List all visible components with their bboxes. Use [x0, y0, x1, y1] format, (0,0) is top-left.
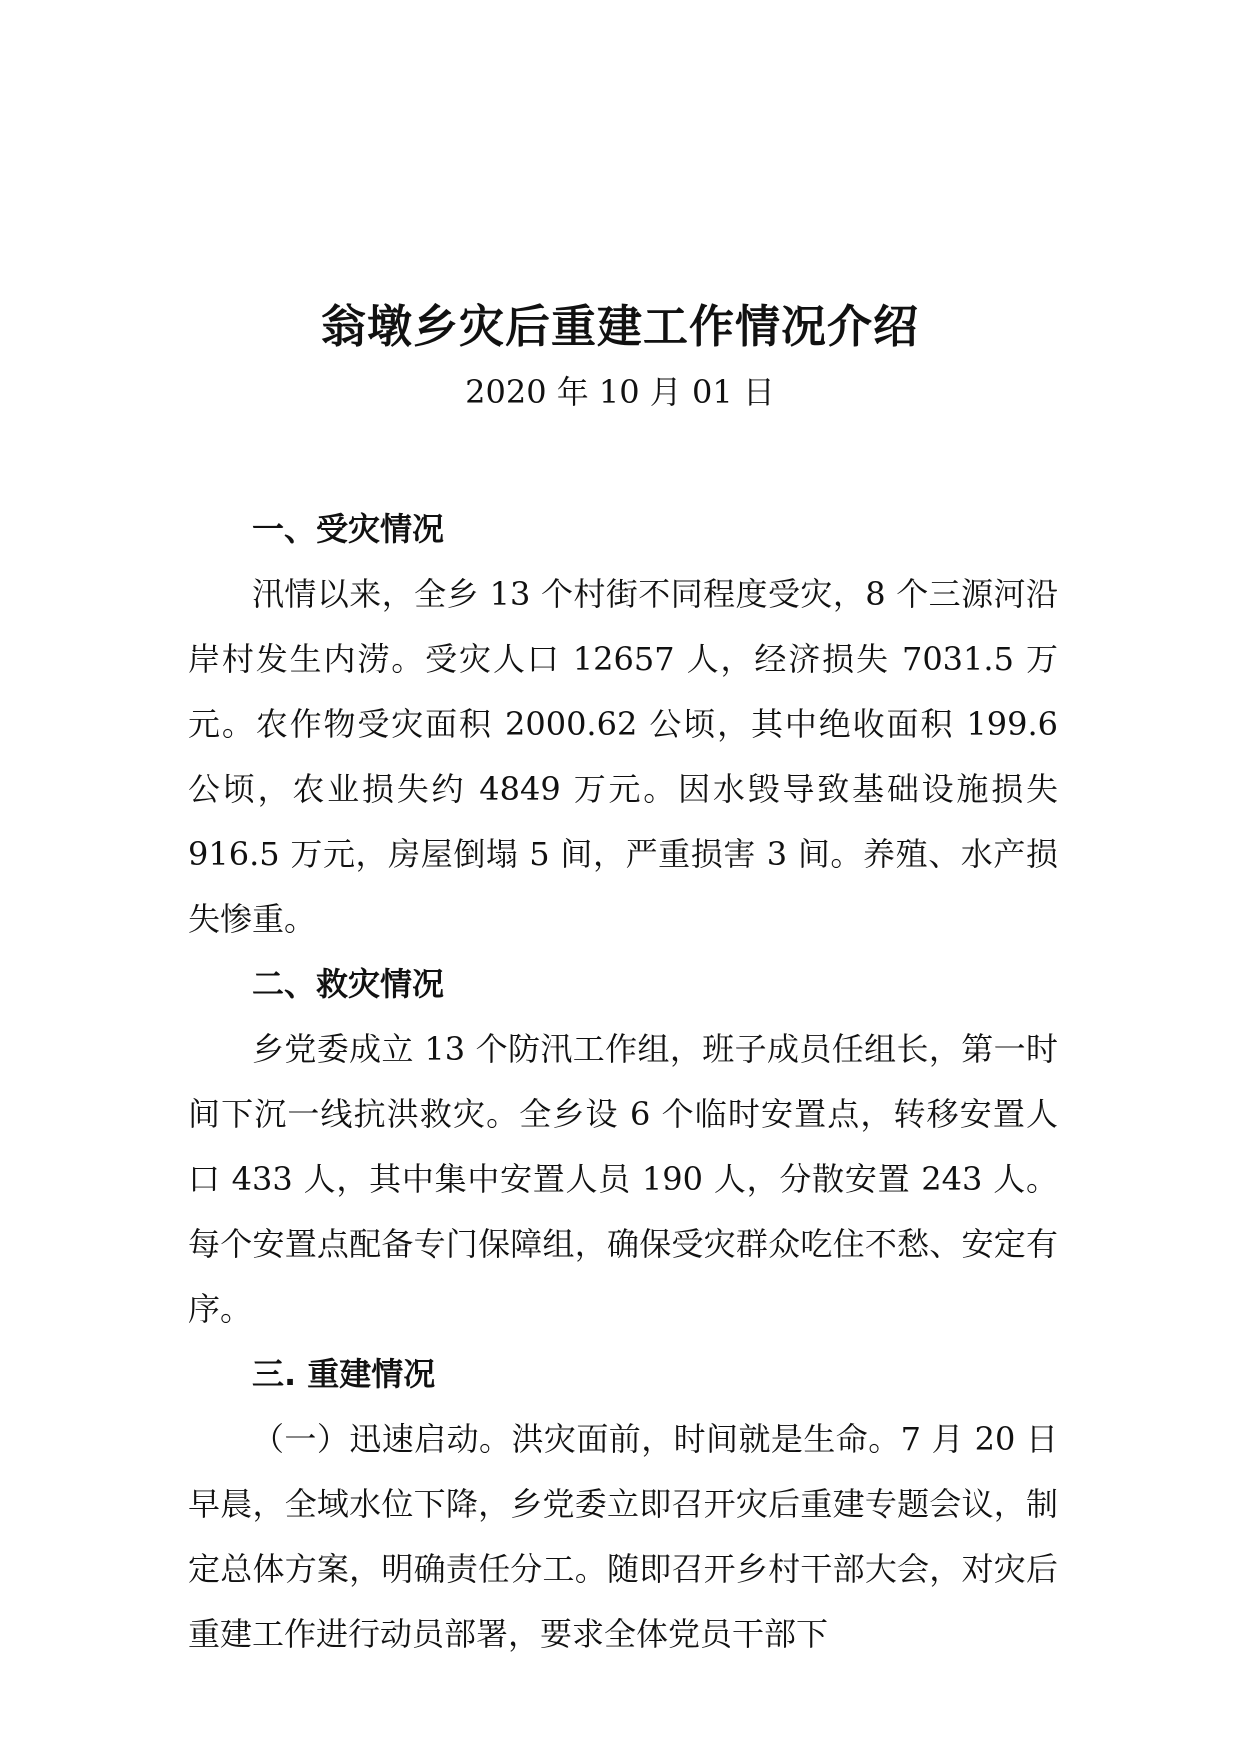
document-body	[188, 497, 1058, 1667]
document-date: 2020 年 10 月 01 日	[465, 373, 775, 411]
section-heading-damage: 一、受灾情况	[252, 510, 445, 548]
section-heading-relief: 二、救灾情况	[252, 965, 445, 1003]
section-heading-rebuild: 三. 重建情况	[252, 1355, 436, 1393]
paragraph-relief: 乡党委成立 13 个防汛工作组，班子成员任组长，第一时间下沉一线抗洪救灾。全乡设 6 个临时安置点，转移安置人口 433 人，其中集中安置人员 190 人，分散安置 243 人。每个安置点配备专门保障组，确保受灾群众吃住不愁、安定有序。	[188, 1030, 1058, 1328]
paragraph-damage: 汛情以来，全乡 13 个村街不同程度受灾，8 个三源河沿岸村发生内涝。受灾人口 12657 人，经济损失 7031.5 万元。农作物受灾面积 2000.62 公顷，其中绝收面积 199.6 公顷，农业损失约 4849 万元。因水毁导致基础设施损失 916.5 万元，房屋倒塌 5 间，严重损害 3 间。养殖、水产损失惨重。	[188, 575, 1058, 938]
paragraph-rebuild: （一）迅速启动。洪灾面前，时间就是生命。7 月 20 日早晨，全域水位下降，乡党委立即召开灾后重建专题会议，制定总体方案，明确责任分工。随即召开乡村干部大会，对灾后重建工作进行动员部署，要求全体党员干部下	[188, 1420, 1058, 1653]
document-title: 翁墩乡灾后重建工作情况介绍	[320, 300, 919, 353]
